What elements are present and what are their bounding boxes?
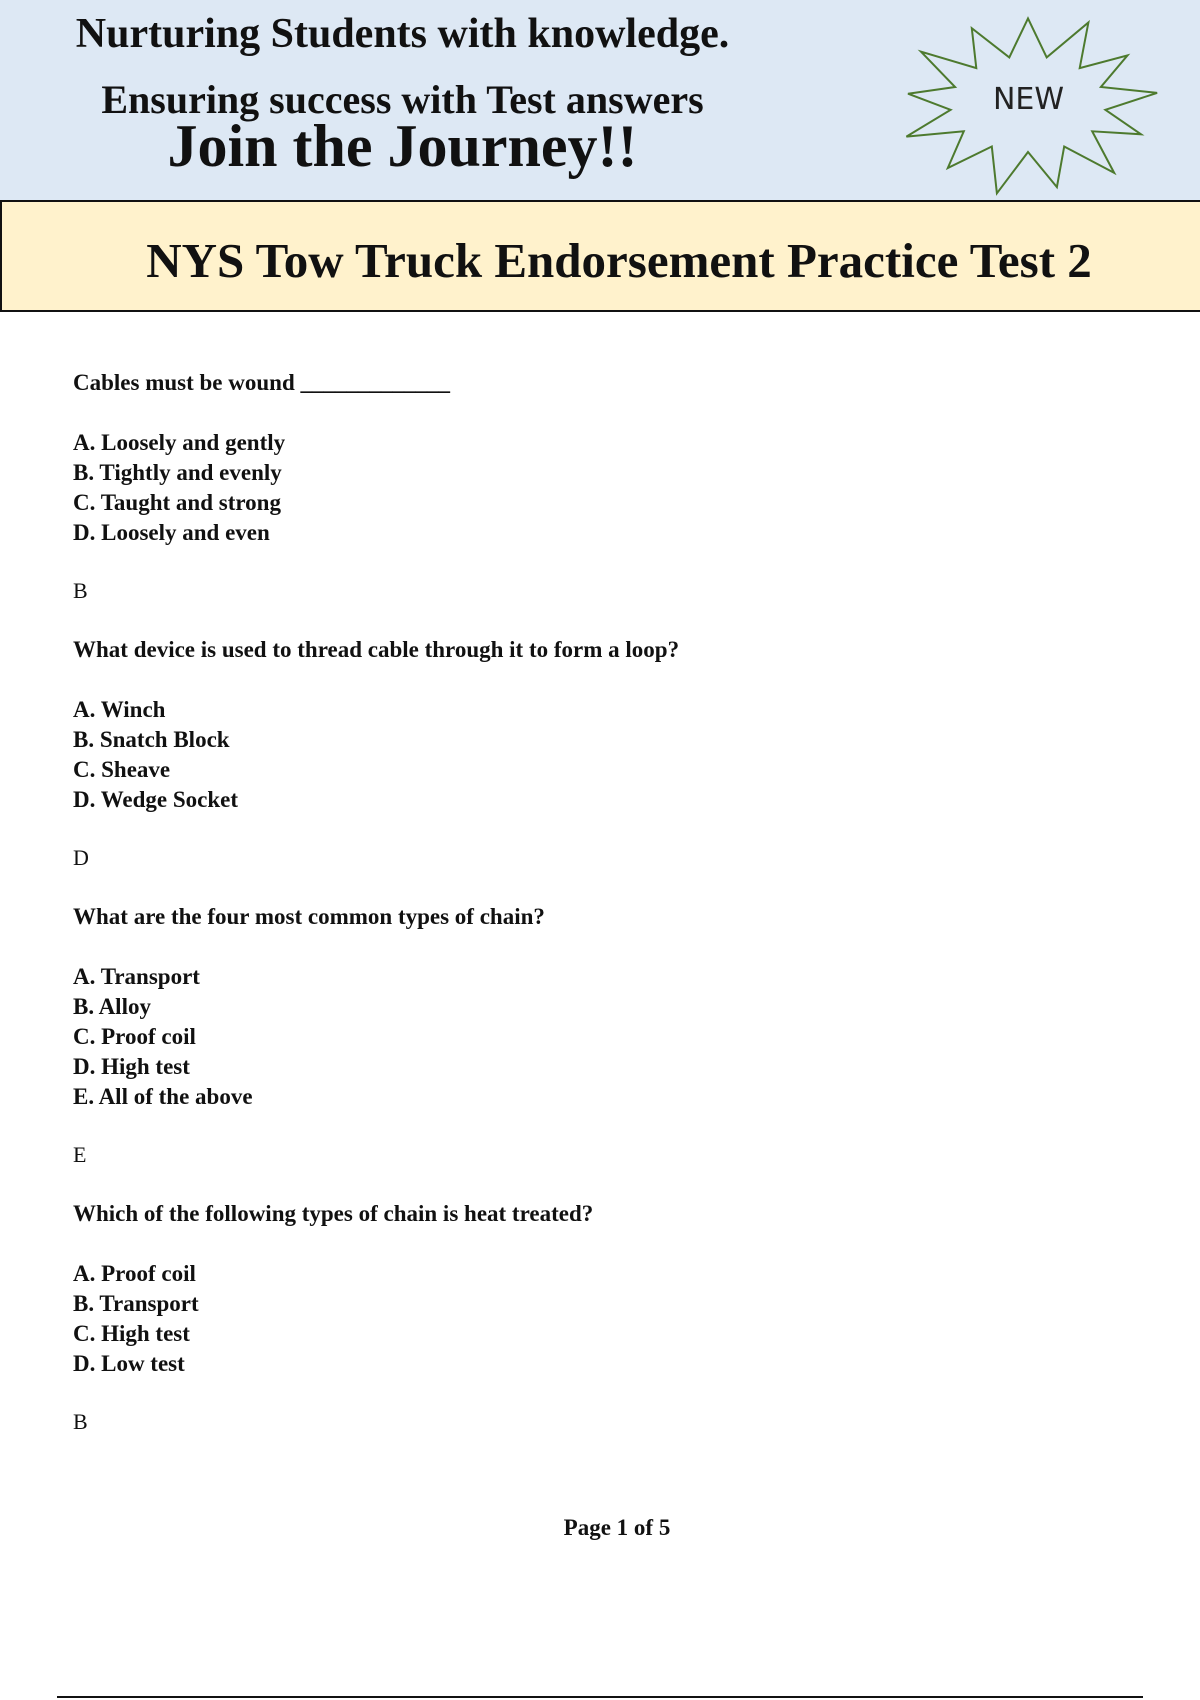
correct-answer: E [73, 1142, 87, 1167]
answer-option: E. All of the above [73, 1084, 253, 1109]
answer-option: A. Transport [73, 964, 200, 989]
answer-option: D. High test [73, 1054, 190, 1079]
page-title: NYS Tow Truck Endorsement Practice Test 2 [146, 233, 1092, 288]
footer-divider [57, 1696, 1143, 1698]
answer-option: B. Alloy [73, 994, 151, 1019]
answer-option: C. Taught and strong [73, 490, 281, 515]
answer-option: B. Tightly and evenly [73, 460, 282, 485]
title-box [0, 200, 1200, 312]
answer-option: A. Loosely and gently [73, 430, 286, 455]
page-number: Page 1 of 5 [563, 1515, 671, 1540]
question-block [73, 635, 1123, 873]
question-text: What are the four most common types of chain? [73, 904, 545, 929]
correct-answer: B [73, 578, 88, 603]
answer-option: B. Snatch Block [73, 727, 230, 752]
banner-tagline-success: Ensuring success with Test answers [101, 77, 704, 122]
question-list [73, 368, 1123, 1466]
answer-option: C. Sheave [73, 757, 171, 782]
answer-option: B. Transport [73, 1291, 199, 1316]
option-list [73, 1259, 1123, 1379]
question-block [73, 1199, 1123, 1437]
question-text: Which of the following types of chain is heat treated? [73, 1201, 594, 1226]
question-text: What device is used to thread cable through it to form a loop? [73, 637, 680, 662]
banner-tagline-journey: Join the Journey!! [167, 113, 638, 179]
answer-option: D. Low test [73, 1351, 185, 1376]
new-badge-label: NEW [992, 82, 1065, 117]
answer-option: D. Wedge Socket [73, 787, 239, 812]
answer-option: C. Proof coil [73, 1024, 196, 1049]
option-list [73, 962, 1123, 1112]
correct-answer: B [73, 1409, 88, 1434]
answer-option: D. Loosely and even [73, 520, 270, 545]
option-list [73, 695, 1123, 815]
answer-option: A. Winch [73, 697, 166, 722]
answer-option: A. Proof coil [73, 1261, 196, 1286]
question-text: Cables must be wound _____________ [73, 370, 450, 395]
option-list [73, 428, 1123, 548]
question-block [73, 368, 1123, 606]
promo-banner [0, 0, 1200, 200]
banner-tagline-knowledge: Nurturing Students with knowledge. [75, 11, 730, 57]
answer-option: C. High test [73, 1321, 190, 1346]
question-block [73, 902, 1123, 1170]
correct-answer: D [73, 845, 89, 870]
